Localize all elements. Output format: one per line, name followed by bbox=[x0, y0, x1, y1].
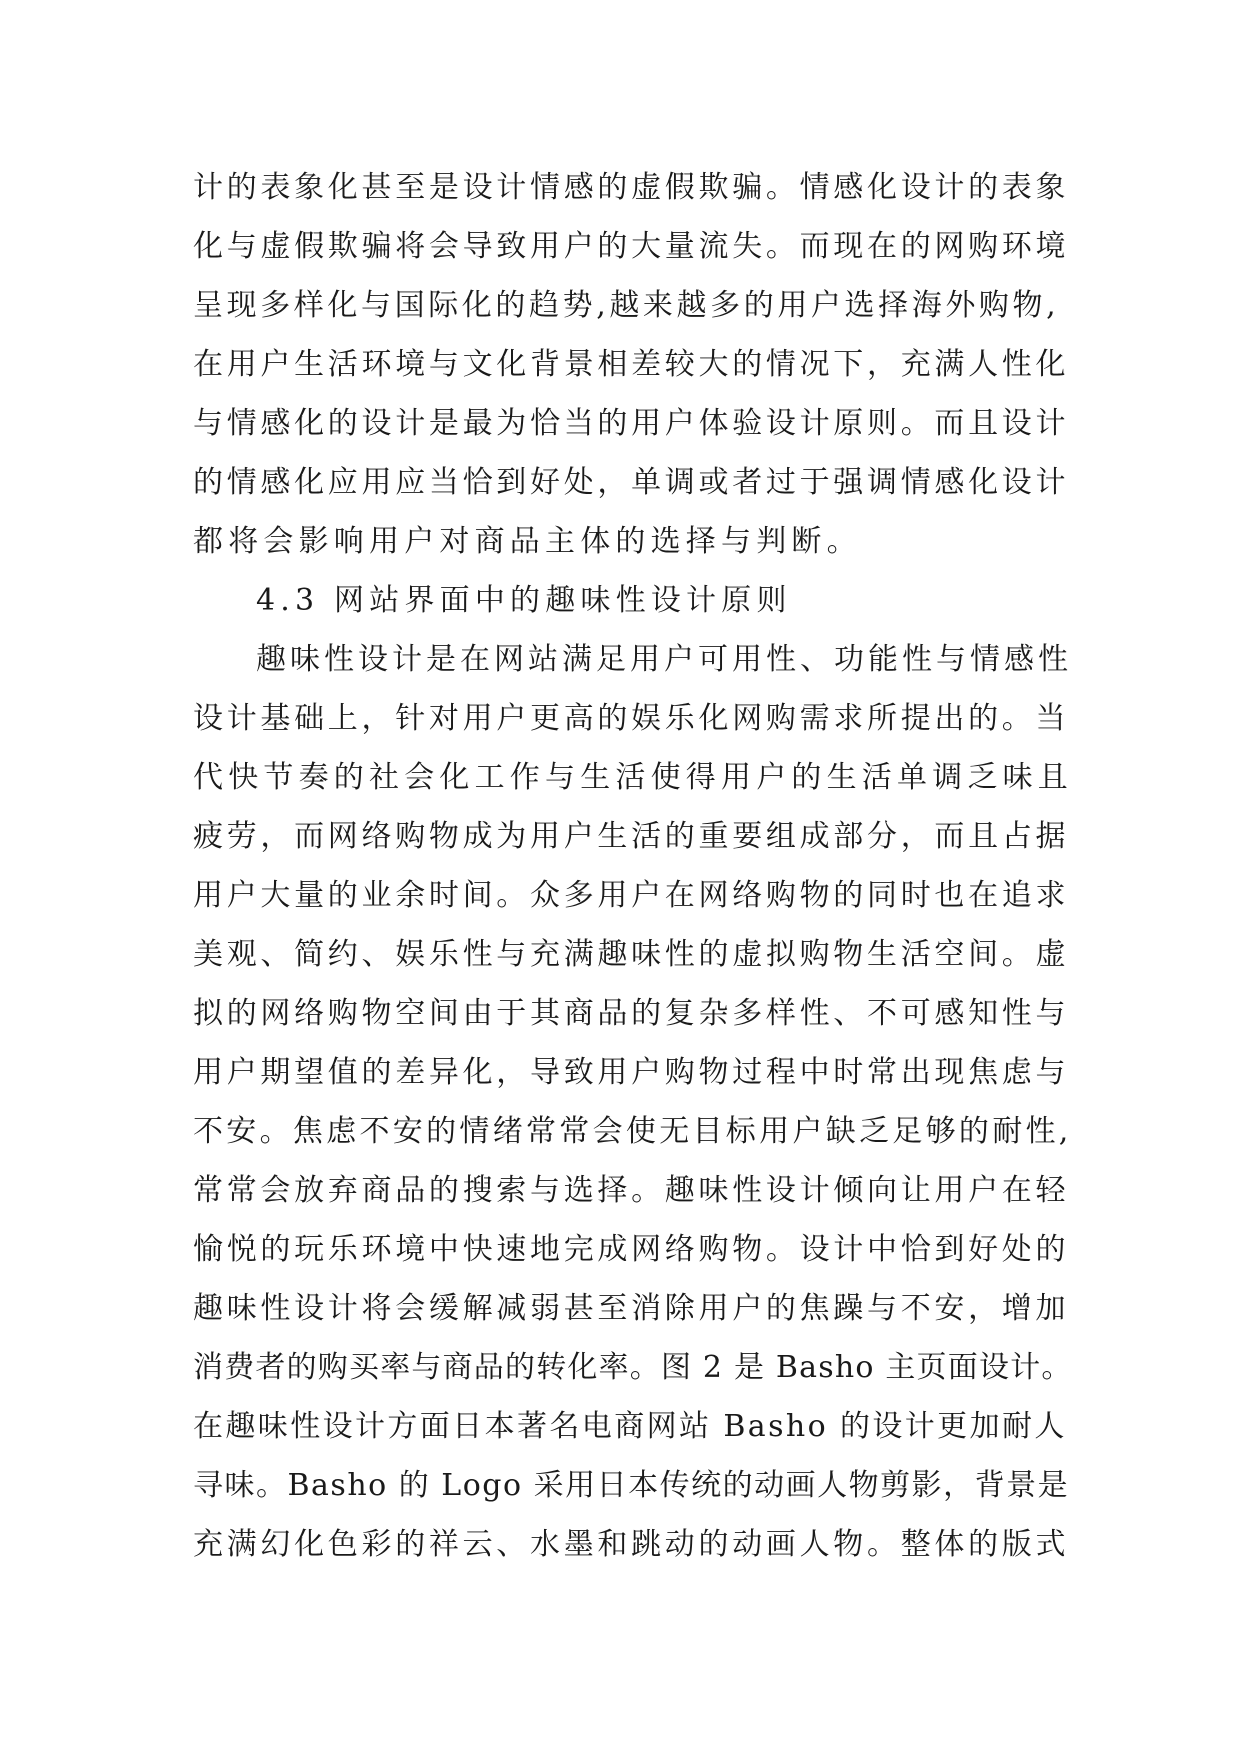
text-line: 拟的网络购物空间由于其商品的复杂多样性、不可感知性与 bbox=[193, 996, 1070, 1031]
text-line: 充满幻化色彩的祥云、水墨和跳动的动画人物。整体的版式 bbox=[193, 1527, 1070, 1562]
text-line: 用户大量的业余时间。众多用户在网络购物的同时也在追求 bbox=[193, 878, 1070, 913]
text-line: 寻味。Basho 的 Logo 采用日本传统的动画人物剪影，背景是 bbox=[193, 1468, 1070, 1503]
text-line: 与情感化的设计是最为恰当的用户体验设计原则。而且设计 bbox=[193, 406, 1070, 441]
body-text bbox=[193, 158, 1073, 1574]
text-line: 用户期望值的差异化，导致用户购物过程中时常出现焦虑与 bbox=[193, 1055, 1070, 1090]
text-line: 计的表象化甚至是设计情感的虚假欺骗。情感化设计的表象 bbox=[193, 170, 1070, 205]
text-line: 在趣味性设计方面日本著名电商网站 Basho 的设计更加耐人 bbox=[193, 1409, 1067, 1444]
text-line: 疲劳，而网络购物成为用户生活的重要组成部分，而且占据 bbox=[193, 819, 1070, 854]
text-line: 设计基础上，针对用户更高的娱乐化网购需求所提出的。当 bbox=[193, 701, 1070, 736]
text-line: 在用户生活环境与文化背景相差较大的情况下，充满人性化 bbox=[193, 347, 1070, 382]
text-line: 趣味性设计将会缓解减弱甚至消除用户的焦躁与不安，增加 bbox=[193, 1291, 1070, 1326]
text-line: 愉悦的玩乐环境中快速地完成网络购物。设计中恰到好处的 bbox=[193, 1232, 1070, 1267]
text-line: 代快节奏的社会化工作与生活使得用户的生活单调乏味且 bbox=[193, 760, 1073, 795]
text-line: 常常会放弃商品的搜索与选择。趣味性设计倾向让用户在轻 bbox=[193, 1173, 1070, 1208]
section-heading: 4.3 网站界面中的趣味性设计原则 bbox=[256, 583, 792, 618]
text-line: 趣味性设计是在网站满足用户可用性、功能性与情感性 bbox=[256, 642, 1072, 677]
text-line: 呈现多样化与国际化的趋势,越来越多的用户选择海外购物, bbox=[193, 288, 1060, 323]
text-line: 不安。焦虑不安的情绪常常会使无目标用户缺乏足够的耐性, bbox=[193, 1114, 1072, 1149]
text-line: 消费者的购买率与商品的转化率。图 2 是 Basho 主页面设计。 bbox=[193, 1350, 1073, 1385]
text-line: 化与虚假欺骗将会导致用户的大量流失。而现在的网购环境 bbox=[193, 229, 1070, 264]
text-line: 的情感化应用应当恰到好处，单调或者过于强调情感化设计 bbox=[193, 465, 1070, 500]
text-line: 美观、简约、娱乐性与充满趣味性的虚拟购物生活空间。虚 bbox=[193, 937, 1070, 972]
text-line: 都将会影响用户对商品主体的选择与判断。 bbox=[193, 524, 862, 559]
